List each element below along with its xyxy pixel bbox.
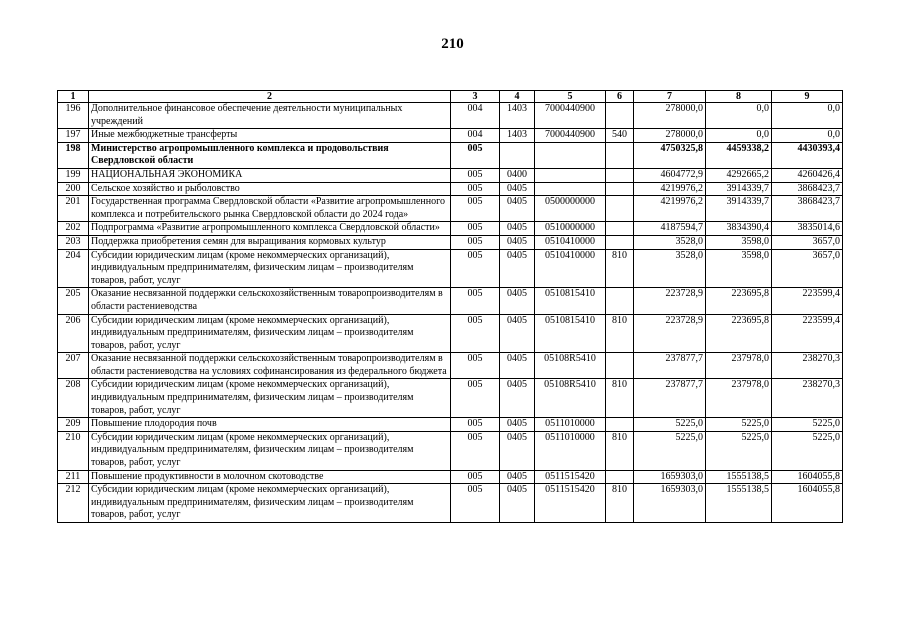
amount-2023: 237978,0 [706, 353, 772, 379]
target-code: 0511515420 [535, 470, 606, 484]
target-code [535, 182, 606, 196]
amount-2024: 5225,0 [772, 431, 843, 470]
expense-type-code [606, 418, 634, 432]
amount-2023: 237978,0 [706, 379, 772, 418]
row-description: Субсидии юридическим лицам (кроме некоммерческих организаций), индивидуальным предпринимателям, физическим лицам – производителям товаров, работ, услуг [89, 314, 451, 353]
expense-type-code [606, 103, 634, 129]
table-row [58, 182, 843, 196]
table-row [58, 379, 843, 418]
amount-2024: 3657,0 [772, 235, 843, 249]
amount-2022: 4187594,7 [634, 222, 706, 236]
amount-2023: 3598,0 [706, 249, 772, 288]
amount-2022: 237877,7 [634, 379, 706, 418]
ministry-code: 005 [451, 168, 500, 182]
amount-2023: 1555138,5 [706, 484, 772, 523]
column-header: 4 [500, 91, 535, 103]
section-code: 0405 [500, 484, 535, 523]
section-code: 1403 [500, 129, 535, 143]
ministry-code: 005 [451, 142, 500, 168]
budget-table [57, 90, 843, 523]
ministry-code: 005 [451, 196, 500, 222]
amount-2024: 5225,0 [772, 418, 843, 432]
row-description: Оказание несвязанной поддержки сельскохозяйственным товаропроизводителям в области растениеводства [89, 288, 451, 314]
amount-2023: 3914339,7 [706, 196, 772, 222]
row-number: 196 [58, 103, 89, 129]
expense-type-code [606, 222, 634, 236]
amount-2023: 4292665,2 [706, 168, 772, 182]
amount-2024: 0,0 [772, 129, 843, 143]
ministry-code: 005 [451, 418, 500, 432]
ministry-code: 005 [451, 353, 500, 379]
row-description: Повышение плодородия почв [89, 418, 451, 432]
amount-2023: 223695,8 [706, 288, 772, 314]
table-row [58, 222, 843, 236]
row-description: Субсидии юридическим лицам (кроме некоммерческих организаций), индивидуальным предпринимателям, физическим лицам – производителям товаров, работ, услуг [89, 484, 451, 523]
amount-2024: 1604055,8 [772, 470, 843, 484]
amount-2023: 5225,0 [706, 431, 772, 470]
target-code: 0510815410 [535, 314, 606, 353]
row-number: 200 [58, 182, 89, 196]
amount-2023: 0,0 [706, 103, 772, 129]
row-description: Иные межбюджетные трансферты [89, 129, 451, 143]
row-description: Государственная программа Свердловской области «Развитие агропромышленного комплекса и потребительского рынка Свердловской области до 2024 года» [89, 196, 451, 222]
target-code: 7000440900 [535, 103, 606, 129]
table-row [58, 431, 843, 470]
amount-2023: 3834390,4 [706, 222, 772, 236]
section-code: 1403 [500, 103, 535, 129]
header-row [58, 91, 843, 103]
amount-2022: 1659303,0 [634, 470, 706, 484]
table-row [58, 103, 843, 129]
column-header: 8 [706, 91, 772, 103]
ministry-code: 005 [451, 470, 500, 484]
page-number: 210 [441, 36, 464, 52]
row-description: Сельское хозяйство и рыболовство [89, 182, 451, 196]
row-description: Повышение продуктивности в молочном скотоводстве [89, 470, 451, 484]
section-code: 0405 [500, 288, 535, 314]
row-number: 202 [58, 222, 89, 236]
row-number: 203 [58, 235, 89, 249]
row-number: 197 [58, 129, 89, 143]
expense-type-code: 810 [606, 431, 634, 470]
table-body [58, 103, 843, 523]
amount-2022: 223728,9 [634, 288, 706, 314]
expense-type-code [606, 168, 634, 182]
expense-type-code [606, 142, 634, 168]
table-row [58, 470, 843, 484]
section-code: 0405 [500, 182, 535, 196]
section-code: 0405 [500, 235, 535, 249]
row-number: 212 [58, 484, 89, 523]
section-code: 0405 [500, 470, 535, 484]
row-number: 208 [58, 379, 89, 418]
table-row [58, 249, 843, 288]
target-code: 05108R5410 [535, 353, 606, 379]
amount-2023: 4459338,2 [706, 142, 772, 168]
amount-2022: 4604772,9 [634, 168, 706, 182]
row-description: Субсидии юридическим лицам (кроме некоммерческих организаций), индивидуальным предпринимателям, физическим лицам – производителям товаров, работ, услуг [89, 379, 451, 418]
column-header: 9 [772, 91, 843, 103]
ministry-code: 005 [451, 431, 500, 470]
target-code [535, 168, 606, 182]
section-code: 0405 [500, 314, 535, 353]
amount-2024: 223599,4 [772, 314, 843, 353]
expense-type-code: 810 [606, 484, 634, 523]
table-row [58, 142, 843, 168]
table-row [58, 288, 843, 314]
ministry-code: 005 [451, 484, 500, 523]
target-code: 7000440900 [535, 129, 606, 143]
amount-2024: 238270,3 [772, 353, 843, 379]
row-number: 204 [58, 249, 89, 288]
ministry-code: 004 [451, 129, 500, 143]
amount-2022: 223728,9 [634, 314, 706, 353]
column-header: 5 [535, 91, 606, 103]
expense-type-code [606, 353, 634, 379]
target-code: 0510815410 [535, 288, 606, 314]
amount-2023: 1555138,5 [706, 470, 772, 484]
table-row [58, 168, 843, 182]
section-code: 0405 [500, 379, 535, 418]
target-code: 0511010000 [535, 418, 606, 432]
ministry-code: 005 [451, 182, 500, 196]
expense-type-code [606, 288, 634, 314]
table-row [58, 196, 843, 222]
ministry-code: 005 [451, 288, 500, 314]
section-code: 0405 [500, 418, 535, 432]
expense-type-code: 810 [606, 249, 634, 288]
row-description: Субсидии юридическим лицам (кроме некоммерческих организаций), индивидуальным предпринимателям, физическим лицам – производителям товаров, работ, услуг [89, 431, 451, 470]
amount-2022: 4750325,8 [634, 142, 706, 168]
row-number: 198 [58, 142, 89, 168]
column-header: 6 [606, 91, 634, 103]
amount-2023: 5225,0 [706, 418, 772, 432]
table-row [58, 235, 843, 249]
table-row [58, 418, 843, 432]
amount-2022: 237877,7 [634, 353, 706, 379]
section-code: 0405 [500, 249, 535, 288]
row-description: Субсидии юридическим лицам (кроме некоммерческих организаций), индивидуальным предпринимателям, физическим лицам – производителям товаров, работ, услуг [89, 249, 451, 288]
expense-type-code [606, 196, 634, 222]
amount-2024: 4430393,4 [772, 142, 843, 168]
amount-2023: 0,0 [706, 129, 772, 143]
row-description: Оказание несвязанной поддержки сельскохозяйственным товаропроизводителям в области растениеводства на условиях софинансирования из федерального бюджета [89, 353, 451, 379]
amount-2023: 3914339,7 [706, 182, 772, 196]
section-code [500, 142, 535, 168]
expense-type-code [606, 182, 634, 196]
row-number: 210 [58, 431, 89, 470]
target-code: 0511010000 [535, 431, 606, 470]
expense-type-code: 810 [606, 379, 634, 418]
amount-2024: 3868423,7 [772, 182, 843, 196]
section-code: 0405 [500, 431, 535, 470]
column-header: 2 [89, 91, 451, 103]
amount-2023: 223695,8 [706, 314, 772, 353]
target-code: 0510410000 [535, 235, 606, 249]
section-code: 0405 [500, 196, 535, 222]
row-number: 206 [58, 314, 89, 353]
amount-2022: 278000,0 [634, 129, 706, 143]
ministry-code: 005 [451, 314, 500, 353]
row-description: Поддержка приобретения семян для выращивания кормовых культур [89, 235, 451, 249]
expense-type-code: 540 [606, 129, 634, 143]
amount-2022: 1659303,0 [634, 484, 706, 523]
amount-2024: 1604055,8 [772, 484, 843, 523]
ministry-code: 005 [451, 222, 500, 236]
ministry-code: 005 [451, 249, 500, 288]
row-description: Министерство агропромышленного комплекса и продовольствия Свердловской области [89, 142, 451, 168]
section-code: 0400 [500, 168, 535, 182]
table-row [58, 314, 843, 353]
target-code: 0510410000 [535, 249, 606, 288]
row-number: 199 [58, 168, 89, 182]
row-number: 201 [58, 196, 89, 222]
table-row [58, 353, 843, 379]
table-row [58, 129, 843, 143]
amount-2023: 3598,0 [706, 235, 772, 249]
ministry-code: 004 [451, 103, 500, 129]
column-header: 7 [634, 91, 706, 103]
row-number: 211 [58, 470, 89, 484]
amount-2024: 3657,0 [772, 249, 843, 288]
amount-2022: 5225,0 [634, 418, 706, 432]
amount-2022: 3528,0 [634, 249, 706, 288]
row-description: НАЦИОНАЛЬНАЯ ЭКОНОМИКА [89, 168, 451, 182]
amount-2024: 238270,3 [772, 379, 843, 418]
target-code: 0510000000 [535, 222, 606, 236]
amount-2022: 278000,0 [634, 103, 706, 129]
amount-2024: 223599,4 [772, 288, 843, 314]
row-description: Подпрограмма «Развитие агропромышленного комплекса Свердловской области» [89, 222, 451, 236]
amount-2022: 3528,0 [634, 235, 706, 249]
amount-2024: 3868423,7 [772, 196, 843, 222]
section-code: 0405 [500, 353, 535, 379]
expense-type-code [606, 235, 634, 249]
amount-2024: 3835014,6 [772, 222, 843, 236]
target-code: 0500000000 [535, 196, 606, 222]
column-header: 3 [451, 91, 500, 103]
amount-2022: 4219976,2 [634, 196, 706, 222]
expense-type-code: 810 [606, 314, 634, 353]
expense-type-code [606, 470, 634, 484]
amount-2022: 5225,0 [634, 431, 706, 470]
ministry-code: 005 [451, 379, 500, 418]
target-code [535, 142, 606, 168]
row-description: Дополнительное финансовое обеспечение деятельности муниципальных учреждений [89, 103, 451, 129]
row-number: 205 [58, 288, 89, 314]
section-code: 0405 [500, 222, 535, 236]
amount-2024: 0,0 [772, 103, 843, 129]
amount-2022: 4219976,2 [634, 182, 706, 196]
ministry-code: 005 [451, 235, 500, 249]
amount-2024: 4260426,4 [772, 168, 843, 182]
row-number: 207 [58, 353, 89, 379]
table-row [58, 484, 843, 523]
target-code: 05108R5410 [535, 379, 606, 418]
row-number: 209 [58, 418, 89, 432]
target-code: 0511515420 [535, 484, 606, 523]
column-header: 1 [58, 91, 89, 103]
